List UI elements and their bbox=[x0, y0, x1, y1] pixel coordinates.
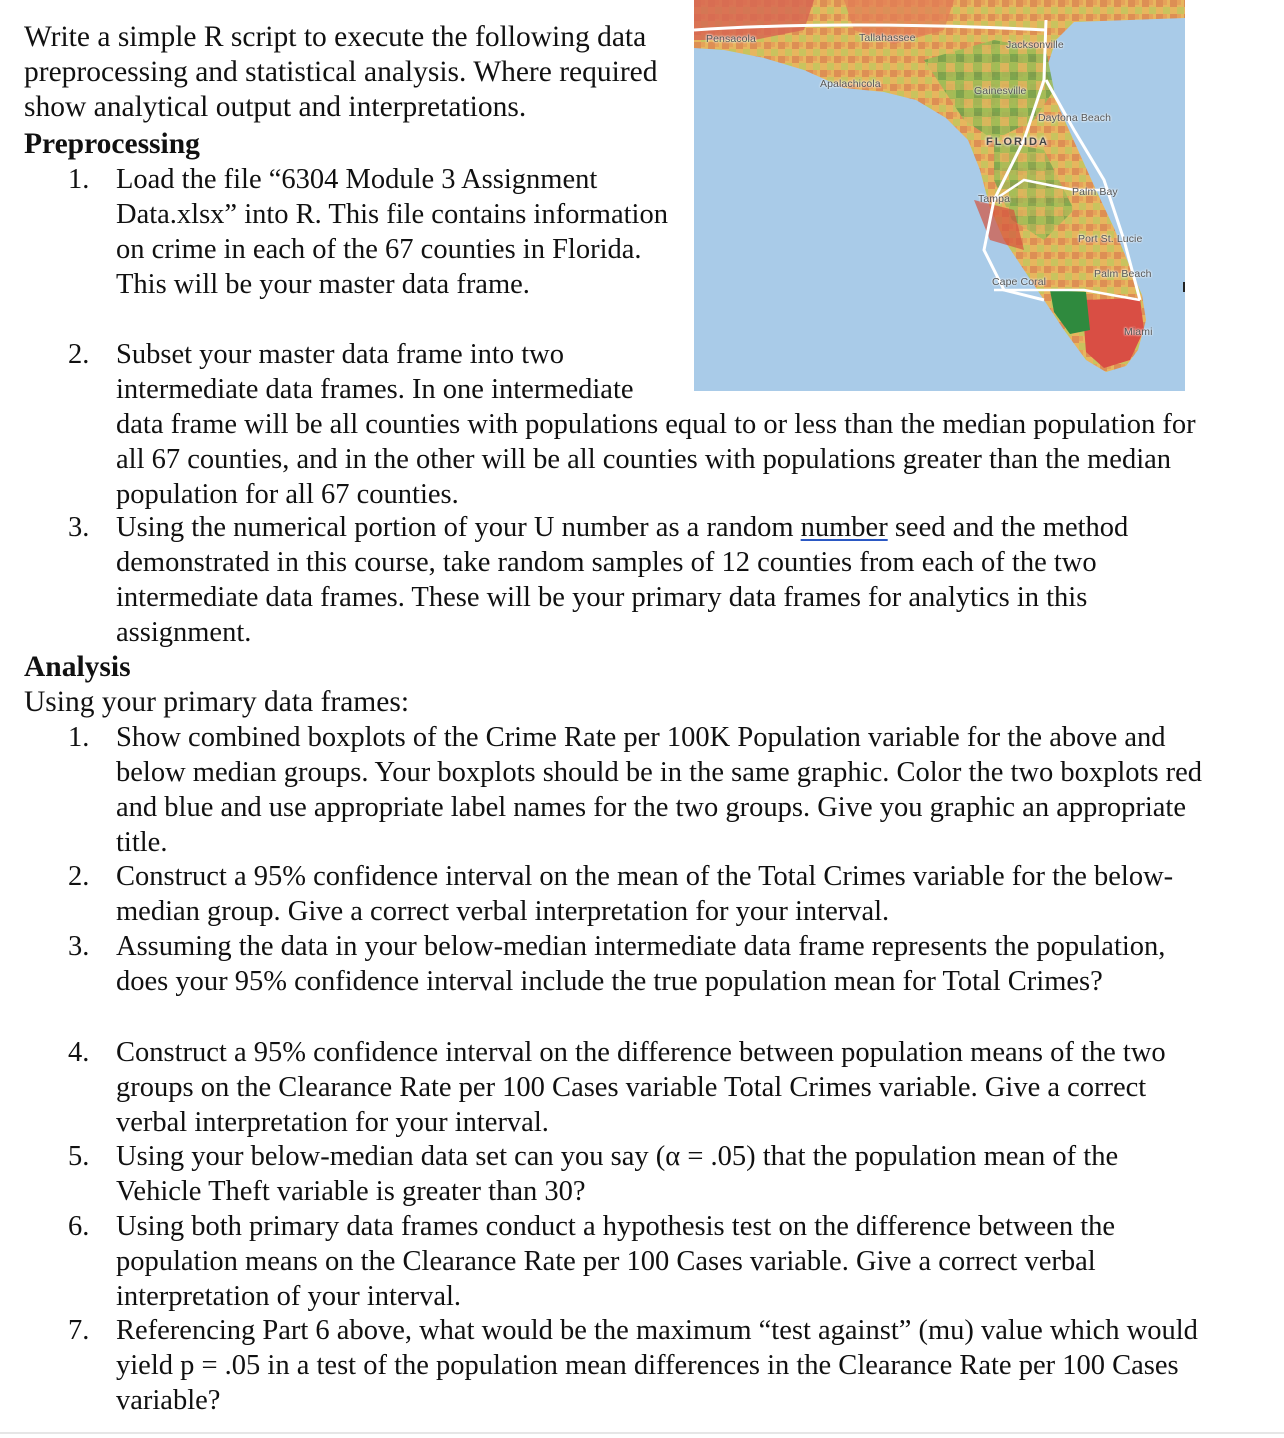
item-number: 1. bbox=[68, 722, 90, 753]
map-city-label: Apalachicola bbox=[820, 78, 881, 90]
preprocessing-heading: Preprocessing bbox=[24, 128, 200, 160]
bottom-divider bbox=[0, 1432, 1284, 1434]
item-text: Show combined boxplots of the Crime Rate per 100K Population variable for the above and below median groups. Your boxplots should be in the same graphic. Color the two boxplots red and blue and use appropriate label names for the two groups. Give you graphic an appropriate title. bbox=[116, 722, 1203, 858]
analysis-intro: Using your primary data frames: bbox=[24, 686, 410, 718]
item-text: Referencing Part 6 above, what would be the maximum “test against” (mu) value which would yield p = .05 in a test of the population mean differences in the Clearance Rate per 100 Cases variable? bbox=[116, 1315, 1198, 1416]
analysis-item-3 bbox=[68, 929, 1218, 999]
item-number: 1. bbox=[68, 164, 90, 195]
item-text: Assuming the data in your below-median intermediate data frame represents the population, does your 95% confidence interval include the true population mean for Total Crimes? bbox=[116, 931, 1166, 997]
map-city-label: Daytona Beach bbox=[1038, 112, 1112, 124]
item-number: 7. bbox=[68, 1315, 90, 1346]
map-city-label: Palm Bay bbox=[1072, 186, 1118, 198]
item-number: 2. bbox=[68, 339, 90, 370]
item-text-content: Subset your master data frame into two intermediate data frames. In one intermediate data frame will be all counties with populations equal to or less than the median population for all 67 counties, and in the other will be all counties with populations greater than the median population for all 67 counties. bbox=[116, 339, 1196, 510]
item-text: Using your below-median data set can you say (α = .05) that the population mean of the Vehicle Theft variable is greater than 30? bbox=[116, 1141, 1119, 1207]
item-number: 3. bbox=[68, 931, 90, 962]
map-city-label: Port St. Lucie bbox=[1078, 233, 1143, 245]
preprocessing-item-1 bbox=[68, 162, 678, 302]
map-city-label: Gainesville bbox=[974, 85, 1027, 97]
analysis-item-2 bbox=[68, 859, 1208, 929]
item-text bbox=[116, 510, 1208, 650]
analysis-item-7 bbox=[68, 1313, 1218, 1418]
map-city-label: Jacksonville bbox=[1006, 39, 1064, 51]
map-city-label: Palm Beach bbox=[1094, 268, 1152, 280]
item-number: 4. bbox=[68, 1037, 90, 1068]
map-state-label: FLORIDA bbox=[986, 136, 1049, 148]
spellcheck-underlined-word: number bbox=[800, 512, 888, 543]
item-number: 6. bbox=[68, 1211, 90, 1242]
florida-crime-map bbox=[694, 0, 1185, 391]
item-number: 2. bbox=[68, 861, 90, 892]
item-text: Load the file “6304 Module 3 Assignment Data.xlsx” into R. This file contains information on crime in each of the 67 counties in Florida. This will be your master data frame. bbox=[116, 164, 668, 300]
map-city-label: Cape Coral bbox=[992, 276, 1047, 288]
map-city-label: Miami bbox=[1124, 326, 1153, 338]
edge-mark bbox=[1183, 282, 1185, 292]
analysis-item-1 bbox=[68, 720, 1208, 860]
map-city-label: Tallahassee bbox=[859, 32, 916, 44]
analysis-item-5 bbox=[68, 1139, 1208, 1209]
analysis-item-6 bbox=[68, 1209, 1208, 1314]
map-city-label: Pensacola bbox=[706, 33, 756, 45]
item-number: 3. bbox=[68, 512, 90, 543]
item-number: 5. bbox=[68, 1141, 90, 1172]
item-text-after: seed and the method demonstrated in this course, take random samples of 12 counties from each of the two intermediate data frames. These will be your primary data frames for analytics in this assignment. bbox=[116, 512, 1129, 648]
analysis-item-4 bbox=[68, 1035, 1208, 1140]
preprocessing-item-3 bbox=[68, 510, 1208, 650]
item-text: Construct a 95% confidence interval on the mean of the Total Crimes variable for the below-median group. Give a correct verbal interpretation for your interval. bbox=[116, 861, 1174, 927]
analysis-heading: Analysis bbox=[24, 651, 131, 683]
high-crime-region bbox=[1050, 290, 1090, 334]
item-text: Using both primary data frames conduct a hypothesis test on the difference between the population means on the Clearance Rate per 100 Cases variable. Give a correct verbal interpretation of your interval. bbox=[116, 1211, 1116, 1312]
item-text: Construct a 95% confidence interval on the difference between population means of the two groups on the Clearance Rate per 100 Cases variable Total Crimes variable. Give a correct verbal interpretation for your interval. bbox=[116, 1037, 1166, 1138]
map-city-label: Tampa bbox=[978, 193, 1011, 205]
intro-paragraph: Write a simple R script to execute the following data preprocessing and statistical analysis. Where required show analytical output and interpretations. bbox=[24, 21, 658, 123]
item-text-before: Using the numerical portion of your U number as a random bbox=[116, 512, 801, 543]
